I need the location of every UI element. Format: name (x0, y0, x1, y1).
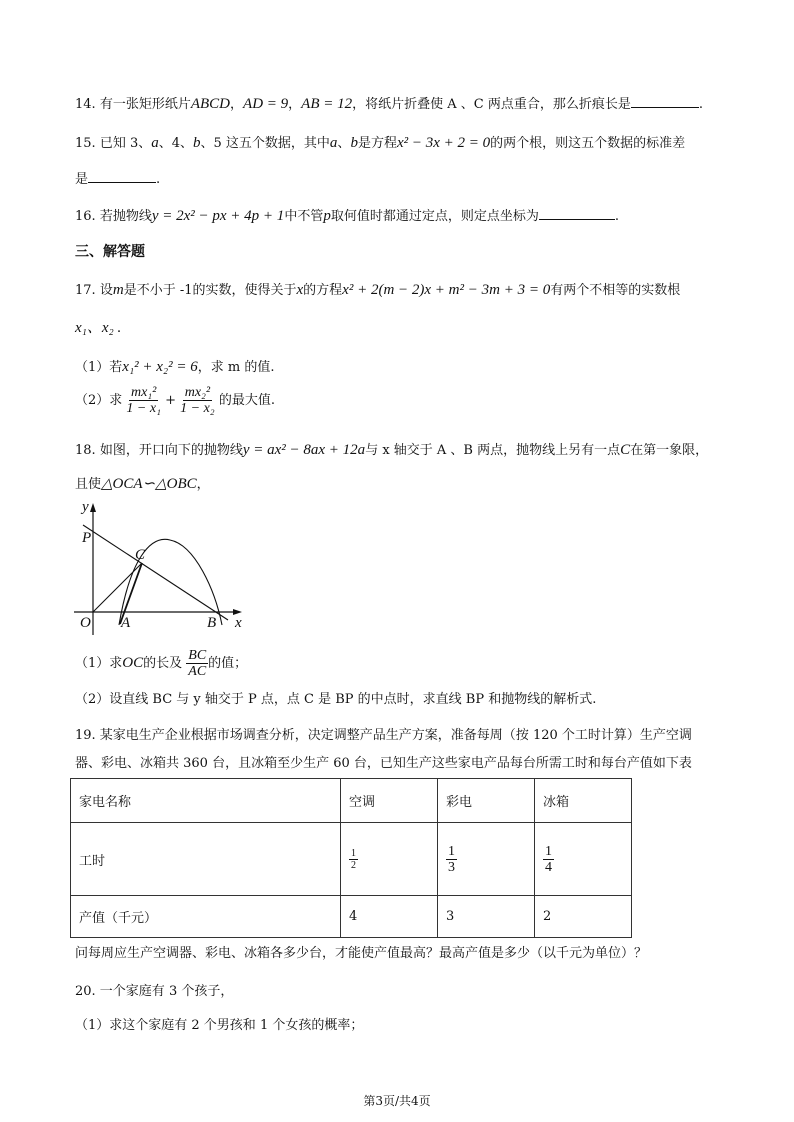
numerator: mx₁² (130, 385, 157, 400)
table-cell: 3 (438, 896, 535, 938)
math: OC (122, 655, 144, 671)
row-label: 产值（千元） (71, 896, 341, 938)
q-text: 取何值时都通过定点，则定点坐标为 (330, 209, 539, 224)
q18-part2: （2）设直线 BC 与 y 轴交于 P 点，点 C 是 BP 的中点时，求直线 BP 和抛物线的解析式. (75, 692, 597, 707)
header-cell: 空调 (341, 779, 438, 823)
appliance-table (70, 778, 632, 938)
header-cell: 冰箱 (535, 779, 632, 823)
denominator: 1 − x₁ (126, 401, 161, 416)
numerator: BC (188, 648, 207, 663)
denominator: 4 (545, 859, 552, 875)
q-text: 、5 这五个数据，其中 (200, 136, 330, 151)
denominator: 3 (448, 859, 455, 875)
q-text: 若抛物线 (99, 209, 152, 224)
q-text: 与 x 轴交于 A 、B 两点，抛物线上另有一点 (365, 443, 621, 458)
denominator: 1 − x₂ (180, 401, 215, 416)
fraction (349, 848, 358, 871)
q17-roots: x₁、x₂ . (75, 320, 122, 336)
q-text: 的长及 (143, 656, 183, 671)
math: a (329, 135, 338, 151)
q19-line1: 19. 某家电生产企业根据市场调查分析，决定调整产品生产方案，准备每周（按 120 个工时计算）生产空调 (75, 728, 692, 743)
equation: x₁² + x₂² = 6 (122, 359, 198, 375)
q-num: 18. (75, 443, 96, 458)
numerator: 1 (545, 843, 552, 859)
q-text: 且使 (75, 477, 102, 492)
fraction (446, 844, 457, 875)
denominator: AC (188, 664, 207, 679)
table-header-row (71, 779, 632, 823)
q-text: 有两个不相等的实数根 (550, 283, 681, 298)
section-heading: 三、解答题 (75, 244, 145, 260)
segment-oc (93, 563, 142, 612)
math: AD = 9 (243, 96, 289, 112)
math: m (112, 282, 124, 298)
q-text: ，求 m 的值. (197, 360, 275, 375)
label-c: C (135, 547, 146, 563)
q-num: 16. (75, 209, 96, 224)
math: a (151, 135, 159, 151)
q-text: 的方程 (303, 283, 343, 298)
plus: + (165, 393, 176, 408)
q-text: 的最大值. (218, 393, 275, 408)
fraction (186, 648, 208, 679)
q-text: 有一张矩形纸片 (99, 97, 191, 112)
equation: x² − 3x + 2 = 0 (396, 135, 491, 151)
label-a: A (121, 615, 131, 631)
math: b (350, 135, 358, 151)
q-text: 中不管 (284, 209, 324, 224)
period: . (156, 172, 161, 187)
q-text: 设 (99, 283, 113, 298)
q20-part1: （1）求这个家庭有 2 个男孩和 1 个女孩的概率； (75, 1018, 364, 1033)
denominator: 2 (351, 859, 356, 871)
q-text: 、4、 (158, 136, 194, 151)
q-text: 是不小于 -1的实数，使得关于 (123, 283, 297, 298)
table-cell (341, 823, 438, 896)
y-arrow-icon (90, 503, 96, 512)
q-text: 在第一象限， (630, 443, 709, 458)
q-num: 15. (75, 136, 96, 151)
label-b: B (207, 615, 217, 631)
q-num: 14. (75, 97, 96, 112)
q19-line2: 器、彩电、冰箱共 360 台，且冰箱至少生产 60 台，已知生产这些家电产品每台所需工时和每台产值如下表 (75, 756, 692, 771)
label-y: y (82, 499, 89, 515)
label-o: O (80, 615, 91, 631)
math: p (323, 208, 331, 224)
row-label: 工时 (71, 823, 341, 896)
equation: x² + 2(m − 2)x + m² − 3m + 3 = 0 (342, 282, 551, 298)
q-text: 已知 3、 (99, 136, 152, 151)
equation: y = 2x² − px + 4p + 1 (151, 208, 285, 224)
line-bp (83, 525, 228, 620)
table-row-value (71, 896, 632, 938)
header-cell: 彩电 (438, 779, 535, 823)
fraction (543, 844, 554, 875)
math: b (193, 135, 201, 151)
q-text: 是方程 (357, 136, 397, 151)
q18-part1 (75, 646, 247, 681)
equation: y = ax² − 8ax + 12a (242, 442, 366, 458)
q-text: ，将纸片折叠使 A 、C 两点重合，那么折痕长是 (352, 97, 631, 112)
q-text: 的值； (208, 656, 248, 671)
numerator: mx₂² (184, 385, 211, 400)
table-row-hours (71, 823, 632, 896)
part-label: （1）求 (75, 656, 123, 671)
table-cell (438, 823, 535, 896)
q-text: 是 (75, 172, 89, 187)
header-cell: 家电名称 (71, 779, 341, 823)
table-cell: 4 (341, 896, 438, 938)
label-x: x (235, 615, 242, 631)
equation: △OCA∽△OBC (101, 476, 197, 492)
q-text: 的两个根，则这五个数据的标准差 (490, 136, 686, 151)
period: . (614, 209, 619, 224)
table-cell: 2 (535, 896, 632, 938)
q19-question: 问每周应生产空调器、彩电、冰箱各多少台，才能使产值最高？最高产值是多少（以千元为单位）？ (75, 946, 648, 961)
q-num: 17. (75, 283, 96, 298)
part-label: （1）若 (75, 360, 123, 375)
part-label: （2）求 (75, 393, 123, 408)
math: x (296, 282, 304, 298)
question-15: 15. 已知 3、a、4、b、5 这五个数据，其中a、b是方程x² − 3x + 2 = 0的两个根，则这五个数据的标准差 (75, 135, 686, 151)
table-cell (535, 823, 632, 896)
label-p: P (82, 530, 92, 546)
math: ABCD (190, 96, 231, 112)
math: AB = 12 (301, 96, 353, 112)
period: . (698, 97, 703, 112)
numerator: 1 (351, 847, 356, 859)
page-footer: 第3页/共4页 (363, 1094, 431, 1108)
sep: ， (288, 97, 302, 112)
q-text: ， (196, 477, 210, 492)
sep: ， (230, 97, 244, 112)
math: C (620, 442, 631, 458)
numerator: 1 (448, 843, 455, 859)
q20-line1: 20. 一个家庭有 3 个孩子， (75, 984, 234, 999)
q-text: 如图，开口向下的抛物线 (99, 443, 243, 458)
